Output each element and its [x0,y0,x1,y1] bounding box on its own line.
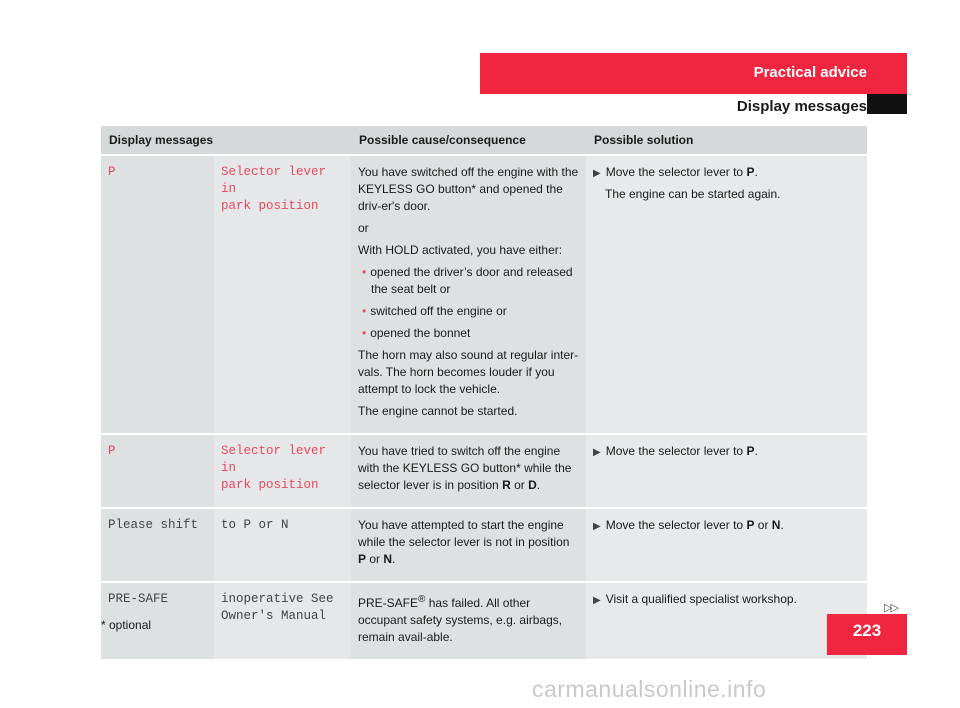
watermark: carmanualsonline.info [532,676,767,702]
bullet-text: opened the driver’s door and released the seat belt or [370,265,573,296]
column-header-display-messages: Display messages [101,126,351,155]
solution-cell [586,508,867,582]
bullet-icon: • [362,265,367,279]
solution-cell [586,582,867,660]
cause-paragraph: or [358,221,369,235]
cause-text: . [392,552,396,566]
display-messages-table [101,126,867,661]
cause-bullet [360,325,580,342]
cause-bold: P [358,552,367,566]
message-code: Please shift [101,508,214,582]
cause-paragraph [358,591,580,646]
message-text [214,155,351,434]
table-row [101,508,867,582]
solution-end: . [754,165,758,179]
message-code: PRE-SAFE [101,582,214,660]
solution-note: The engine can be started again. [605,187,781,201]
message-line: Owner's Manual [221,609,327,623]
message-line: to P or N [221,518,289,532]
cause-text: You have attempted to start the engine while the selector lever is not in position [358,518,570,549]
solution-text: Move the selector lever to [605,444,747,458]
solution-step [593,164,861,182]
solution-step [593,591,861,609]
arrow-right-icon: ▶ [593,521,601,532]
bullet-text: switched off the engine or [370,304,507,318]
cause-text: or [366,552,384,566]
cause-paragraph: You have switched off the engine with the KEYLESS GO button* and opened the driv-er's door. [358,165,579,213]
cause-bold: R [502,478,511,492]
table-row [101,582,867,660]
solution-bold: P [746,165,755,179]
cause-paragraph: With HOLD activated, you have either: [358,243,563,257]
cause-cell [351,582,586,660]
message-text [214,434,351,508]
table-row [101,155,867,434]
message-line: park position [221,199,319,213]
solution-text: Move the selector lever to [605,518,747,532]
message-code: P [101,434,214,508]
cause-text: PRE-SAFE [358,596,419,610]
message-text [214,508,351,582]
solution-bold: P [746,518,755,532]
cause-bold: D [528,478,537,492]
column-header-solution: Possible solution [586,126,867,155]
solution-text: Visit a qualified specialist workshop. [605,592,797,606]
bullet-text: opened the bonnet [370,326,471,340]
cause-paragraph [358,517,580,568]
registered-mark: ® [418,594,426,605]
message-text [214,582,351,660]
cause-cell [351,434,586,508]
solution-text: Move the selector lever to [605,165,747,179]
solution-bold: P [746,444,755,458]
solution-cell [586,155,867,434]
bullet-icon: • [362,304,367,318]
section-title: Practical advice [753,64,867,81]
column-header-cause: Possible cause/consequence [351,126,586,155]
message-line: Selector lever in [221,444,327,475]
cause-cell [351,155,586,434]
arrow-right-icon: ▶ [593,447,601,458]
header-marker [867,94,907,114]
cause-bullet [360,303,580,320]
section-header-bar [480,53,907,94]
page-number: 223 [827,614,907,655]
subsection-title: Display messages [736,98,867,115]
cause-cell [351,508,586,582]
message-line: Selector lever in [221,165,327,196]
solution-step [593,517,861,535]
solution-cell [586,434,867,508]
cause-text: . [536,478,541,492]
table-header-row [101,126,867,155]
cause-text: has failed. All other occupant safety systems, e.g. airbags, remain avail-able. [358,596,563,644]
solution-step [593,443,861,461]
footnote: * optional [101,618,152,632]
cause-paragraph: The engine cannot be started. [358,404,518,418]
arrow-right-icon: ▶ [593,595,601,606]
cause-paragraph: The horn may also sound at regular inter-vals. The horn becomes louder if you attempt to lock the vehicle. [358,348,579,396]
arrow-right-icon: ▶ [593,168,601,179]
table-row [101,434,867,508]
cause-bullet [360,264,580,298]
solution-text: or [754,518,772,532]
solution-end: . [780,518,784,532]
cause-text: or [510,478,529,492]
message-code: P [101,155,214,434]
continued-marker: ▷▷ [884,602,897,614]
cause-text: You have tried to switch off the engine with the KEYLESS GO button* while the selector lever is in position [358,444,572,492]
message-line: inoperative See [221,592,334,606]
cause-paragraph [358,443,580,494]
solution-end: . [754,444,758,458]
solution-bold: N [771,518,781,532]
cause-bold: N [383,552,393,566]
bullet-icon: • [362,326,367,340]
message-line: park position [221,478,319,492]
